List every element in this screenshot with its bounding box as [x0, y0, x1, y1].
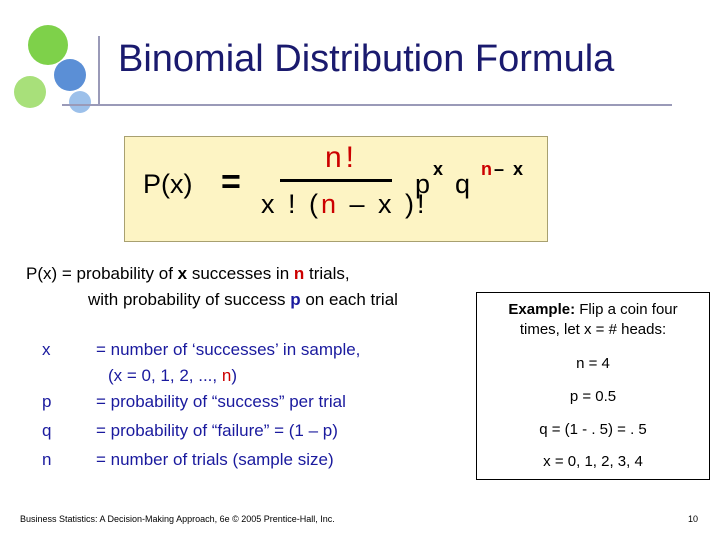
formula-q-exponent: n– x: [481, 159, 526, 179]
example-line-1: Example: Flip a coin four: [508, 301, 678, 318]
light-green-circle: [14, 76, 46, 108]
definition-line-1: P(x) = probability of x successes in n trials,: [26, 264, 350, 283]
formula-denominator: x ! (n – x )!: [261, 189, 428, 219]
variable-x-range: (x = 0, 1, 2, ..., n): [108, 366, 237, 385]
light-blue-circle: [69, 91, 91, 113]
page-number: 10: [688, 514, 699, 524]
fraction-bar: [280, 179, 392, 182]
formula-p-exponent: x: [433, 159, 444, 179]
variable-x-definition: x = number of ‘successes’ in sample,: [42, 340, 361, 359]
formula-numerator: n!: [325, 141, 359, 174]
formula-box: [124, 136, 548, 242]
green-circle: [28, 25, 68, 65]
slide-title: Binomial Distribution Formula: [118, 38, 615, 80]
example-q-value: q = (1 - . 5) = . 5: [539, 421, 647, 438]
formula-q: q: [455, 169, 471, 199]
formula-p: p: [415, 169, 431, 199]
example-n-value: n = 4: [576, 355, 610, 372]
example-box: [476, 292, 710, 480]
example-x-values: x = 0, 1, 2, 3, 4: [543, 453, 643, 470]
variable-p-definition: p = probability of “success” per trial: [42, 392, 346, 411]
title-vertical-rule: [98, 36, 100, 106]
example-line-2: times, let x = # heads:: [519, 321, 667, 338]
definition-line-2: with probability of success p on each trial: [88, 290, 398, 309]
footer-citation: Business Statistics: A Decision-Making Approach, 6e © 2005 Prentice-Hall, Inc.: [20, 514, 335, 524]
title-horizontal-rule: [62, 104, 672, 106]
blue-circle: [54, 59, 86, 91]
example-p-value: p = 0.5: [569, 388, 617, 405]
variable-q-definition: q = probability of “failure” = (1 – p): [42, 421, 338, 440]
variable-n-definition: n = number of trials (sample size): [42, 450, 334, 469]
formula-equals: =: [221, 163, 241, 201]
formula-lhs: P(x): [143, 169, 193, 199]
